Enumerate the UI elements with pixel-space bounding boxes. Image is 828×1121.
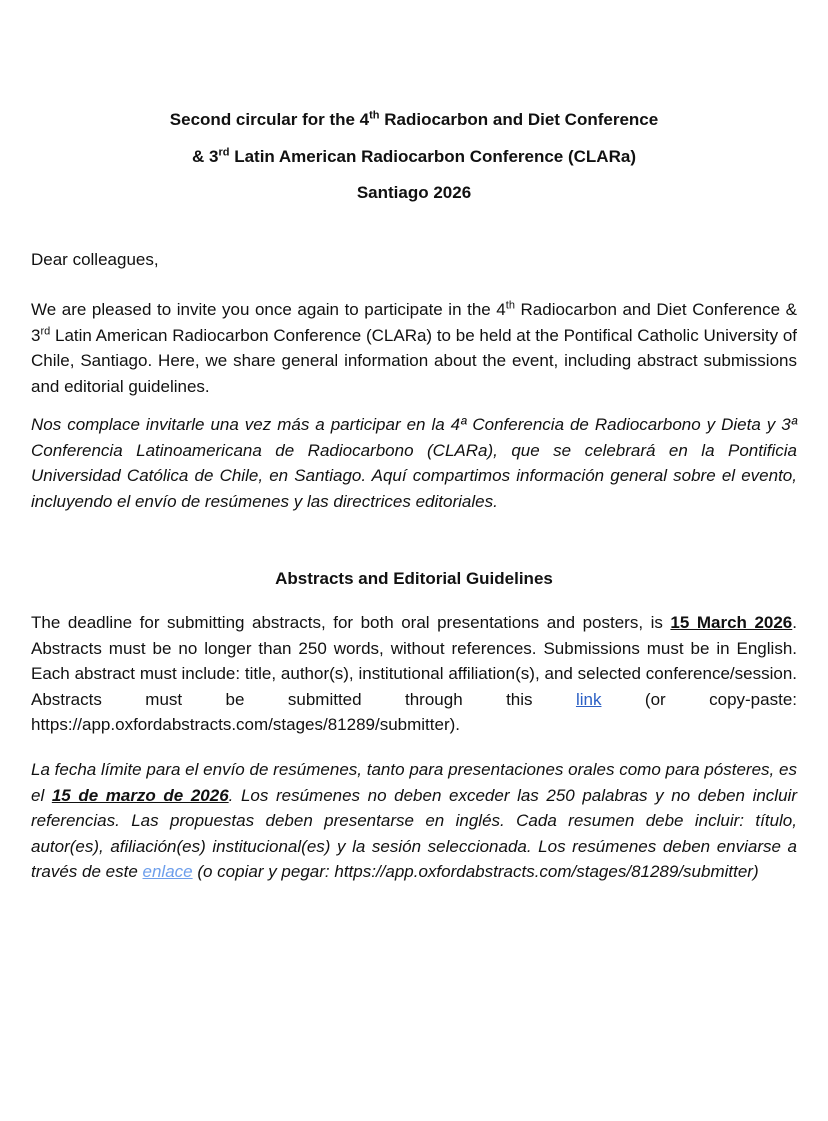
abstract-en-text-1: The deadline for submitting abstracts, for both oral presentations and posters, is: [31, 613, 671, 632]
intro-en-text-2: Radiocarbon and Diet Conference & 3: [31, 300, 797, 345]
title-line-2: [31, 139, 797, 176]
intro-paragraph-es: Nos complace invitarle una vez más a participar en la 4ª Conferencia de Radiocarbono y Dieta y 3ª Conferencia Latinoamericana de Radiocarbono (CLARa), que se celebrará en la Pontificia Universidad Católica de Chile, en Santiago. Aquí compartimos información general sobre el evento, incluyendo el envío de resúmenes y las directrices editoriales.: [31, 415, 797, 511]
title-line-1: [31, 102, 797, 139]
abstract-paragraph-en: [31, 610, 797, 738]
abstract-es-text-1: La fecha límite para el envío de resúmenes, tanto para presentaciones orales como para pósteres, es el: [31, 760, 797, 805]
abstract-es-text-3: (o copiar y pegar: https://app.oxfordabstracts.com/stages/81289/submitter): [192, 862, 759, 881]
salutation: Dear colleagues,: [31, 250, 159, 269]
intro-en-superscript-1: th: [505, 299, 515, 312]
abstract-es-text-2: . Los resúmenes no deben exceder las 250 palabras y no deben incluir referencias. Las propuestas deben presentarse en inglés. Cada resumen debe incluir: título, autor(es), afiliación(es) institucional(es) y la sesión seleccionada. Los resúmenes deben enviarse a través de este: [31, 785, 797, 881]
title-line-2-text: & 3: [192, 146, 219, 166]
title-line-1-text-end: Radiocarbon and Diet Conference: [379, 110, 659, 129]
intro-paragraph-en: [31, 297, 797, 399]
title-line-1-superscript: th: [369, 109, 380, 122]
abstract-en-deadline: 15 March 2026: [670, 613, 793, 632]
title-line-2-superscript: rd: [218, 145, 230, 158]
intro-en-text-3: Latin American Radiocarbon Conference (CLARa) to be held at the Pontifical Catholic University of Chile, Santiago. Here, we share general information about the event, including abstract submissions and editorial guidelines.: [31, 325, 797, 396]
abstract-submission-link-en[interactable]: link: [575, 689, 602, 709]
title-line-3: Santiago 2026: [356, 183, 472, 202]
intro-en-superscript-2: rd: [40, 324, 51, 337]
abstract-en-text-3: (or copy-paste: https://app.oxfordabstracts.com/stages/81289/submitter).: [31, 689, 797, 734]
title-line-1-text: Second circular for the 4: [169, 110, 370, 129]
abstract-en-text-2: . Abstracts must be no longer than 250 words, without references. Submissions must be in English. Each abstract must include: title, author(s), institutional affiliation(s), and selected conference/session. Abstracts must be submitted through this: [31, 613, 797, 709]
title-line-2-text-end: Latin American Radiocarbon Conference (CLARa): [229, 146, 636, 166]
section-heading: Abstracts and Editorial Guidelines: [275, 569, 553, 588]
abstract-paragraph-es: [31, 757, 797, 885]
abstract-es-deadline: 15 de marzo de 2026: [51, 785, 229, 805]
abstract-submission-link-es[interactable]: enlace: [142, 862, 193, 881]
intro-en-text-1: We are pleased to invite you once again to participate in the 4: [31, 300, 506, 319]
document-title: [31, 102, 797, 212]
